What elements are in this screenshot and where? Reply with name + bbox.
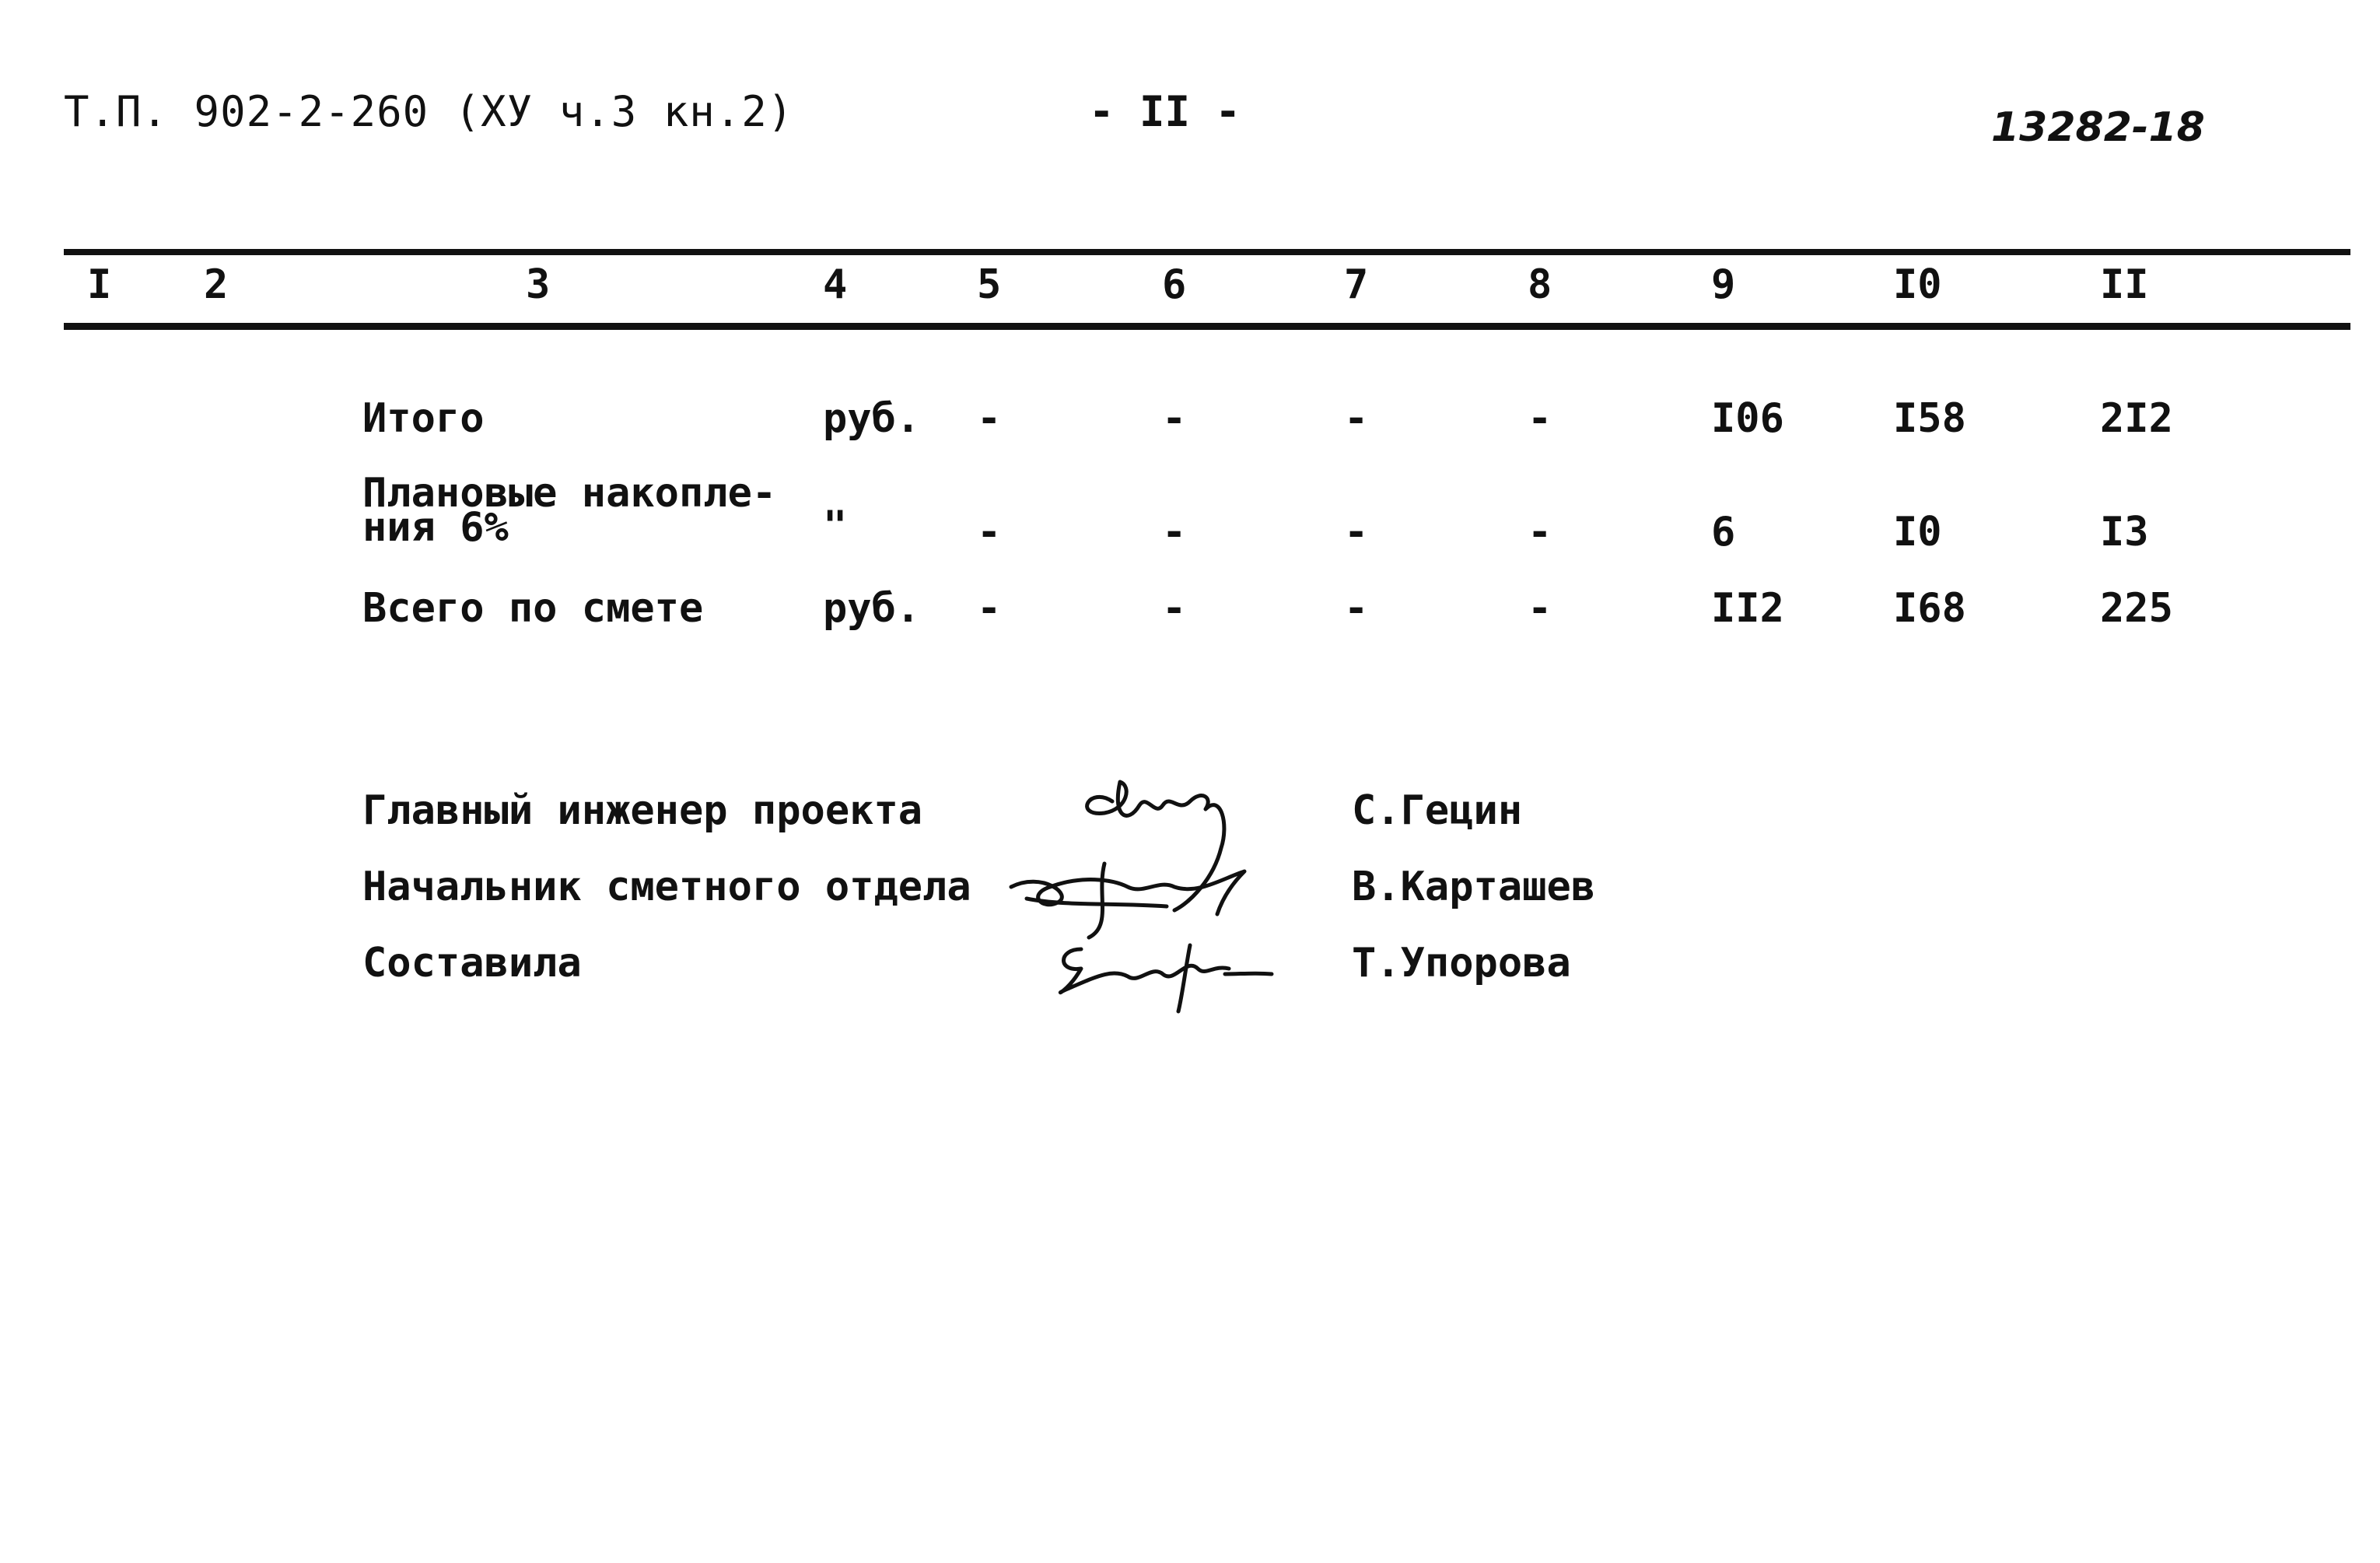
- row-cell-7: -: [1344, 395, 1369, 442]
- column-number-3: 3: [526, 261, 551, 308]
- row-cell-7: -: [1344, 585, 1369, 632]
- table-top-rule: [64, 249, 2350, 255]
- row-unit: ": [823, 503, 848, 549]
- row-label-line-2: ния 6%: [362, 504, 509, 551]
- column-number-6: 6: [1162, 261, 1187, 308]
- row-cell-11: 2I2: [2100, 395, 2173, 442]
- row-cell-10: I58: [1893, 395, 1966, 442]
- document-reference: Т.П. 902-2-260 (ХУ ч.3 кн.2): [64, 87, 794, 136]
- handwritten-signatures: [996, 770, 1322, 1019]
- row-unit: руб.: [823, 585, 921, 632]
- signatory-role: Главный инженер проекта: [362, 787, 923, 834]
- row-cell-6: -: [1162, 395, 1187, 442]
- row-cell-11: 225: [2100, 585, 2173, 632]
- row-cell-11: I3: [2100, 509, 2149, 555]
- row-cell-8: -: [1528, 395, 1552, 442]
- signatory-role: Начальник сметного отдела: [362, 864, 971, 910]
- row-cell-5: -: [977, 509, 1002, 555]
- row-cell-8: -: [1528, 585, 1552, 632]
- row-label-line-1: Плановые накопле-: [362, 470, 777, 517]
- signatory-name: Т.Упорова: [1352, 940, 1571, 987]
- row-cell-9: 6: [1711, 509, 1736, 555]
- signature-1: [1087, 782, 1224, 910]
- row-cell-10: I0: [1893, 509, 1942, 555]
- page-number: - II -: [1089, 87, 1241, 136]
- column-number-4: 4: [823, 261, 848, 308]
- column-number-1: I: [87, 261, 112, 308]
- column-number-8: 8: [1528, 261, 1552, 308]
- row-label: Всего по смете: [362, 585, 704, 632]
- column-number-7: 7: [1344, 261, 1369, 308]
- row-cell-7: -: [1344, 509, 1369, 555]
- row-label: Итого: [362, 395, 485, 442]
- archive-code: 13282-18: [1991, 104, 2205, 151]
- row-cell-10: I68: [1893, 585, 1966, 632]
- row-cell-6: -: [1162, 585, 1187, 632]
- row-unit: руб.: [823, 395, 921, 442]
- row-cell-9: II2: [1711, 585, 1784, 632]
- column-number-5: 5: [977, 261, 1002, 308]
- column-number-10: I0: [1893, 261, 1942, 308]
- signatory-name: С.Гецин: [1352, 787, 1523, 834]
- row-cell-8: -: [1528, 509, 1552, 555]
- signatory-name: В.Карташев: [1352, 864, 1596, 910]
- signature-3: [1060, 945, 1272, 1011]
- row-cell-6: -: [1162, 509, 1187, 555]
- column-number-2: 2: [204, 261, 229, 308]
- table-header-rule: [64, 323, 2350, 330]
- column-number-11: II: [2100, 261, 2149, 308]
- row-cell-9: I06: [1711, 395, 1784, 442]
- column-number-9: 9: [1711, 261, 1736, 308]
- row-cell-5: -: [977, 585, 1002, 632]
- signatory-role: Составила: [362, 940, 582, 987]
- row-cell-5: -: [977, 395, 1002, 442]
